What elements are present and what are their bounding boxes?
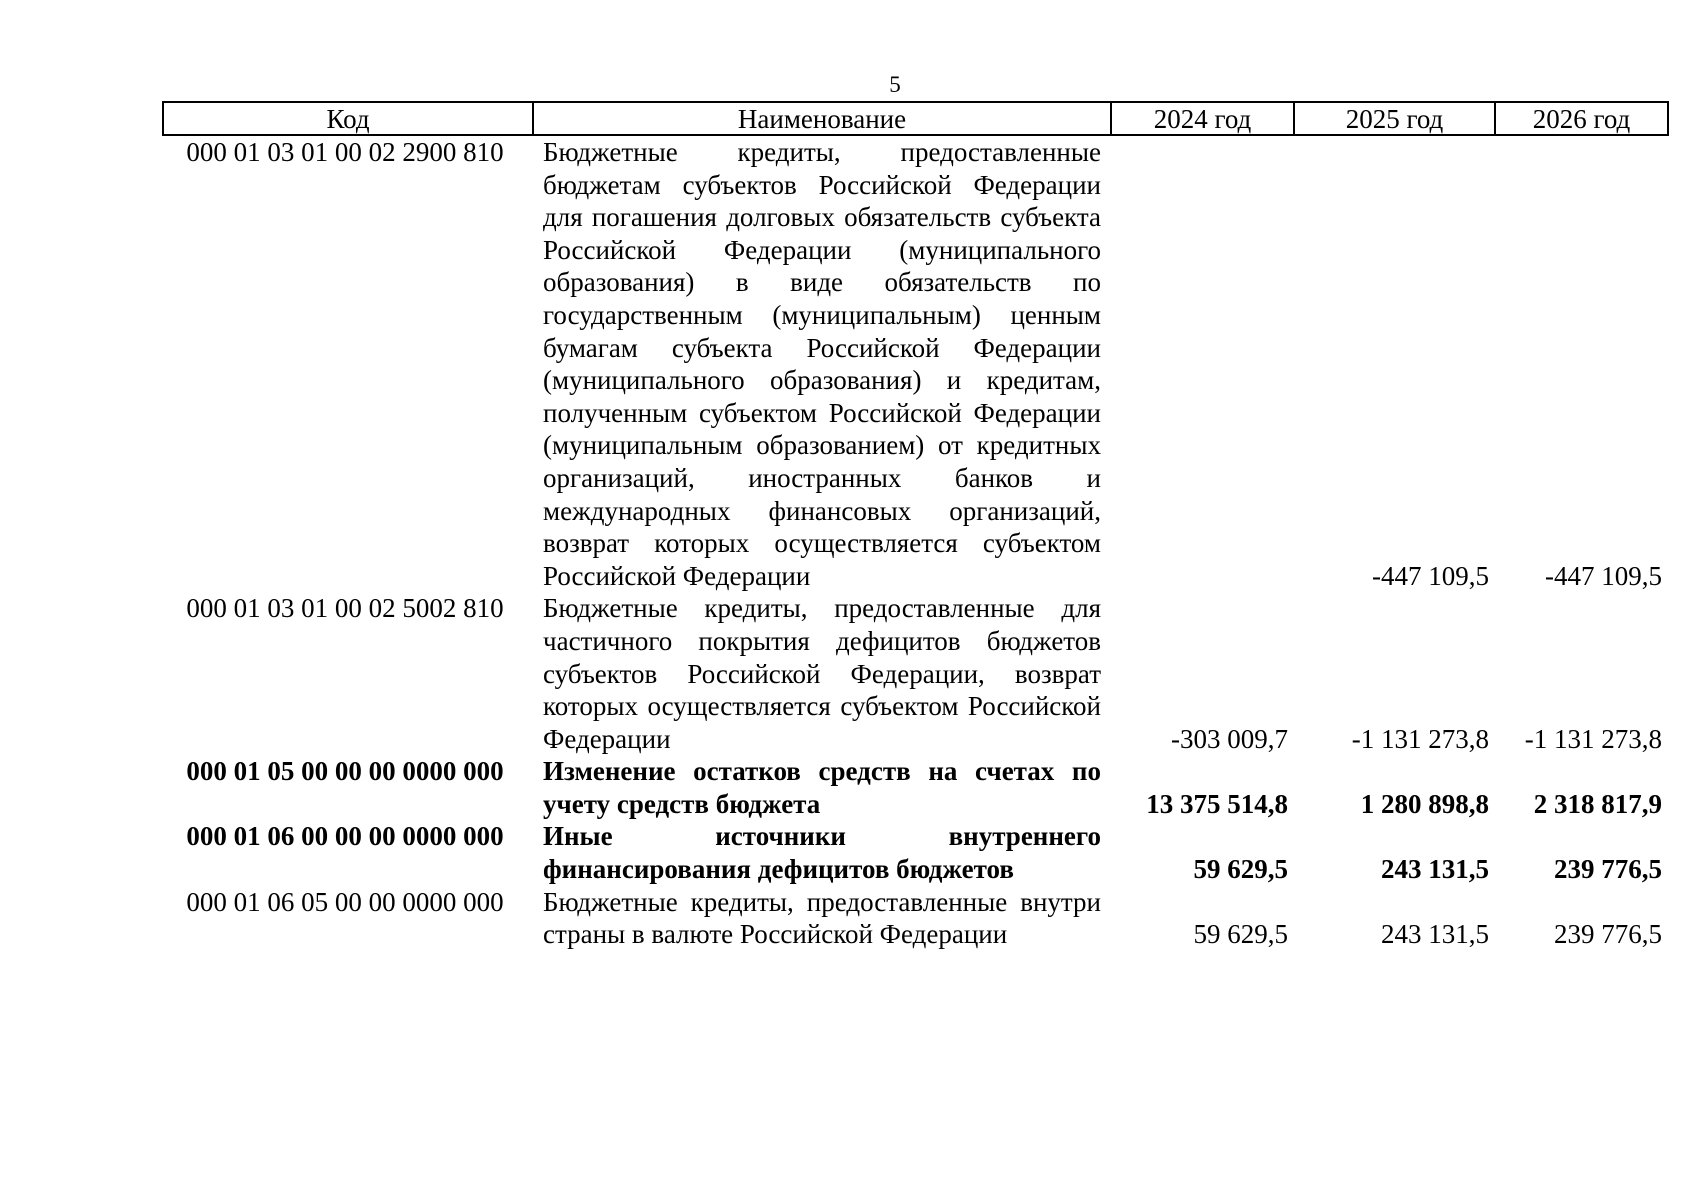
header-2024: 2024 год bbox=[1111, 102, 1294, 135]
row-code: 000 01 06 00 00 00 0000 000 bbox=[186, 821, 504, 852]
row-value-2024 bbox=[1111, 135, 1294, 592]
row-name: Бюджетные кредиты, предоставленные внутри страны в валюте Российской Федерации bbox=[543, 886, 1101, 950]
row-code: 000 01 06 05 00 00 0000 000 bbox=[186, 886, 504, 917]
row-name: Бюджетные кредиты, предоставленные бюджетам субъектов Российской Федерации для погашения долговых обязательств субъекта Российской Федерации (муниципального образования) в виде обязательств по государственным (муниципальным) ценным бумагам субъекта Российской Федерации (муниципального образования) и кредитам, полученным субъектом Российской Федерации (муниципальным образованием) от кредитных организаций, иностранных банков и международных финансовых организаций, возврат которых осуществляется субъектом Российской Федерации bbox=[543, 137, 1101, 591]
row-value-2025: -447 109,5 bbox=[1372, 560, 1489, 591]
row-value-2025: 243 131,5 bbox=[1381, 919, 1489, 950]
row-code: 000 01 05 00 00 00 0000 000 bbox=[186, 756, 504, 787]
row-value-2026: 239 776,5 bbox=[1554, 919, 1662, 950]
row-value-2026: -447 109,5 bbox=[1545, 560, 1662, 591]
row-name: Изменение остатков средств на счетах по учету средств бюджета bbox=[543, 756, 1101, 819]
page-number: 5 bbox=[889, 72, 901, 97]
table-row bbox=[163, 886, 1668, 951]
row-name: Иные источники внутреннего финансирования дефицитов бюджетов bbox=[543, 821, 1101, 885]
table-header-row bbox=[163, 102, 1668, 135]
header-code: Код bbox=[163, 102, 533, 135]
table-row bbox=[163, 135, 1668, 592]
header-name: Наименование bbox=[533, 102, 1111, 135]
row-value-2024: 59 629,5 bbox=[1193, 854, 1288, 885]
header-2025: 2025 год bbox=[1294, 102, 1495, 135]
header-2026: 2026 год bbox=[1495, 102, 1668, 135]
row-value-2025: -1 131 273,8 bbox=[1351, 723, 1489, 754]
row-value-2024: -303 009,7 bbox=[1171, 723, 1288, 754]
row-value-2026: -1 131 273,8 bbox=[1524, 723, 1662, 754]
row-value-2026: 2 318 817,9 bbox=[1533, 788, 1662, 819]
row-code: 000 01 03 01 00 02 2900 810 bbox=[186, 137, 504, 167]
row-code: 000 01 03 01 00 02 5002 810 bbox=[186, 593, 504, 624]
row-value-2024: 59 629,5 bbox=[1193, 919, 1288, 950]
row-value-2025: 1 280 898,8 bbox=[1360, 788, 1489, 819]
row-name: Бюджетные кредиты, предоставленные для частичного покрытия дефицитов бюджетов субъектов Российской Федерации, возврат которых осуществляется субъектом Российской Федерации bbox=[543, 593, 1101, 754]
row-value-2025: 243 131,5 bbox=[1381, 854, 1489, 885]
row-value-2024: 13 375 514,8 bbox=[1146, 788, 1288, 819]
budget-sources-table bbox=[162, 101, 1669, 951]
row-value-2026: 239 776,5 bbox=[1554, 854, 1662, 885]
table-row bbox=[163, 755, 1668, 820]
table-row bbox=[163, 592, 1668, 755]
table-row bbox=[163, 820, 1668, 885]
